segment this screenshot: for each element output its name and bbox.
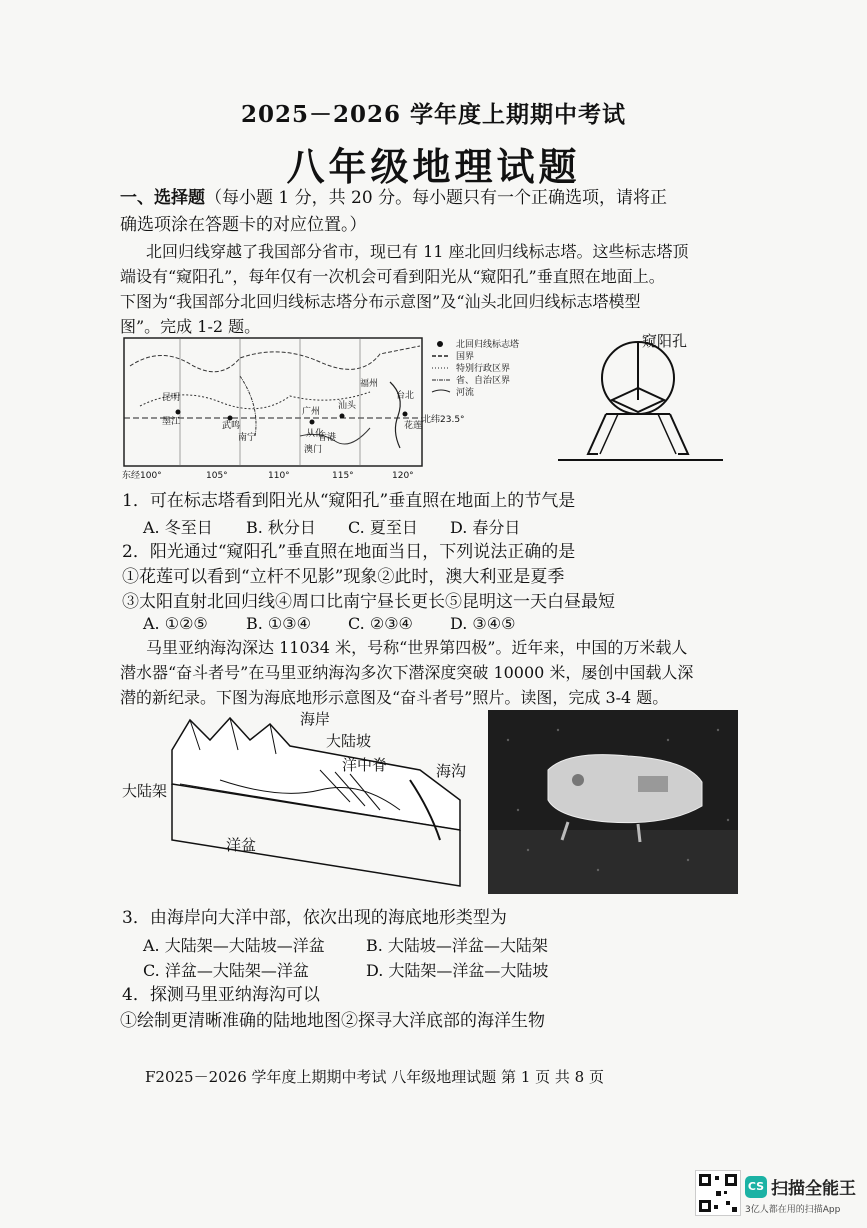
section-instruction-cont: 确选项涂在答题卡的对应位置。） (120, 215, 367, 235)
legend-border: 国界 (456, 352, 475, 362)
scanner-brand-name: 扫描全能王 (771, 1179, 856, 1199)
tower-model-figure (558, 330, 728, 475)
exam-subject-title: 八年级地理试题 (286, 144, 581, 189)
scanner-watermark (695, 1170, 855, 1220)
q4-stem: 4．探测马里亚纳海沟可以 (122, 985, 320, 1005)
label-mid-ocean-ridge: 洋中脊 (342, 756, 388, 774)
passage2-line1: 马里亚纳海沟深达 11034 米，号称“世界第四极”。近年来，中国的万米载人 (146, 638, 688, 657)
legend-tower: 北回归线标志塔 (456, 340, 520, 350)
page-footer: F2025－2026 学年度上期期中考试 八年级地理试题 第 1 页 共 8 页 (145, 1068, 604, 1086)
q1-stem: 1．可在标志塔看到阳光从“窥阳孔”垂直照在地面上的节气是 (122, 491, 576, 511)
q1-option-c[interactable]: C. 夏至日 (348, 518, 418, 537)
passage1-line1: 北回归线穿越了我国部分省市，现已有 11 座北回归线标志塔。这些标志塔顶 (146, 242, 689, 261)
map-lon-100: 东经100° (122, 471, 162, 481)
passage2-line3: 潜的新纪录。下图为海底地形示意图及“奋斗者号”照片。读图，完成 3-4 题。 (120, 688, 669, 707)
submersible-photo (488, 710, 738, 894)
label-coast: 海岸 (300, 710, 331, 728)
q1-option-d[interactable]: D. 春分日 (450, 518, 521, 537)
section-heading (120, 186, 667, 210)
q2-statement-2: ③太阳直射北回归线④周口比南宁昼长更长⑤昆明这一天白昼最短 (122, 592, 615, 612)
map-label-macau: 澳门 (304, 445, 323, 455)
map-legend (432, 338, 519, 398)
section-title: 一、选择题 (120, 188, 205, 208)
map-lon-115: 115° (332, 471, 354, 481)
map-label-conghua: 从化 (306, 429, 325, 439)
map-label-mojiang: 墨江 (162, 417, 181, 427)
exam-title: 2025－2026 学年度上期期中考试 (240, 101, 627, 128)
map-lon-110: 110° (268, 471, 290, 481)
map-label-fuzhou: 福州 (360, 379, 379, 389)
q3-option-c[interactable]: C. 洋盆—大陆架—洋盆 (143, 961, 309, 980)
map-label-hualien: 花莲 (404, 421, 423, 431)
q2-statement-1: ①花莲可以看到“立杆不见影”现象②此时，澳大利亚是夏季 (122, 567, 565, 587)
q2-option-c[interactable]: C. ②③④ (348, 614, 413, 633)
passage1-line3: 下图为“我国部分北回归线标志塔分布示意图”及“汕头北回归线标志塔模型 (120, 292, 641, 311)
seafloor-diagram (120, 710, 480, 900)
q2-option-d[interactable]: D. ③④⑤ (450, 614, 516, 633)
q3-option-a[interactable]: A. 大陆架—大陆坡—洋盆 (143, 936, 325, 955)
map-label-taipei: 台北 (396, 391, 415, 401)
map-lon-105: 105° (206, 471, 228, 481)
label-continental-slope: 大陆坡 (326, 732, 372, 750)
passage1-line4: 图”。完成 1-2 题。 (120, 317, 261, 336)
map-label-hongkong: 香港 (318, 433, 337, 443)
map-label-kunming: 昆明 (162, 393, 181, 403)
tropic-tower-map (120, 336, 540, 482)
passage2-line2: 潜水器“奋斗者号”在马里亚纳海沟多次下潜深度突破 10000 米，屡创中国载人深 (120, 663, 694, 682)
legend-sar-border: 特别行政区界 (456, 364, 511, 374)
scanner-brand-tagline: 3亿人都在用的扫描App (745, 1205, 841, 1215)
q4-statement-1: ①绘制更清晰准确的陆地地图②探寻大洋底部的海洋生物 (120, 1011, 545, 1031)
label-trench: 海沟 (436, 762, 467, 780)
label-ocean-basin: 洋盆 (226, 836, 257, 854)
qr-code-icon (695, 1170, 741, 1216)
label-continental-shelf: 大陆架 (122, 782, 168, 800)
q1-option-a[interactable]: A. 冬至日 (143, 518, 213, 537)
map-label-wuming: 武鸣 (222, 421, 241, 431)
q3-option-b[interactable]: B. 大陆坡—洋盆—大陆架 (366, 936, 548, 955)
q2-stem: 2．阳光通过“窥阳孔”垂直照在地面当日，下列说法正确的是 (122, 542, 576, 562)
legend-province-border: 省、自治区界 (456, 376, 511, 386)
q2-option-b[interactable]: B. ①③④ (246, 614, 311, 633)
map-label-guangzhou: 广州 (302, 407, 321, 417)
legend-river: 河流 (456, 388, 475, 398)
q3-option-d[interactable]: D. 大陆架—洋盆—大陆坡 (366, 961, 549, 980)
section-instruction: （每小题 1 分，共 20 分。每小题只有一个正确选项，请将正 (205, 188, 668, 208)
map-lon-120: 120° (392, 471, 414, 481)
q3-stem: 3．由海岸向大洋中部，依次出现的海底地形类型为 (122, 908, 507, 928)
tower-hole-label: 窥阳孔 (642, 332, 688, 350)
q1-option-b[interactable]: B. 秋分日 (246, 518, 316, 537)
map-latitude-label: 北纬23.5° (422, 415, 465, 425)
map-label-nanning: 南宁 (238, 433, 257, 443)
q2-option-a[interactable]: A. ①②⑤ (143, 614, 208, 633)
map-label-shantou: 汕头 (338, 401, 357, 411)
camscanner-logo-icon: CS (745, 1176, 767, 1198)
passage1-line2: 端设有“窥阳孔”，每年仅有一次机会可看到阳光从“窥阳孔”垂直照在地面上。 (120, 267, 665, 286)
